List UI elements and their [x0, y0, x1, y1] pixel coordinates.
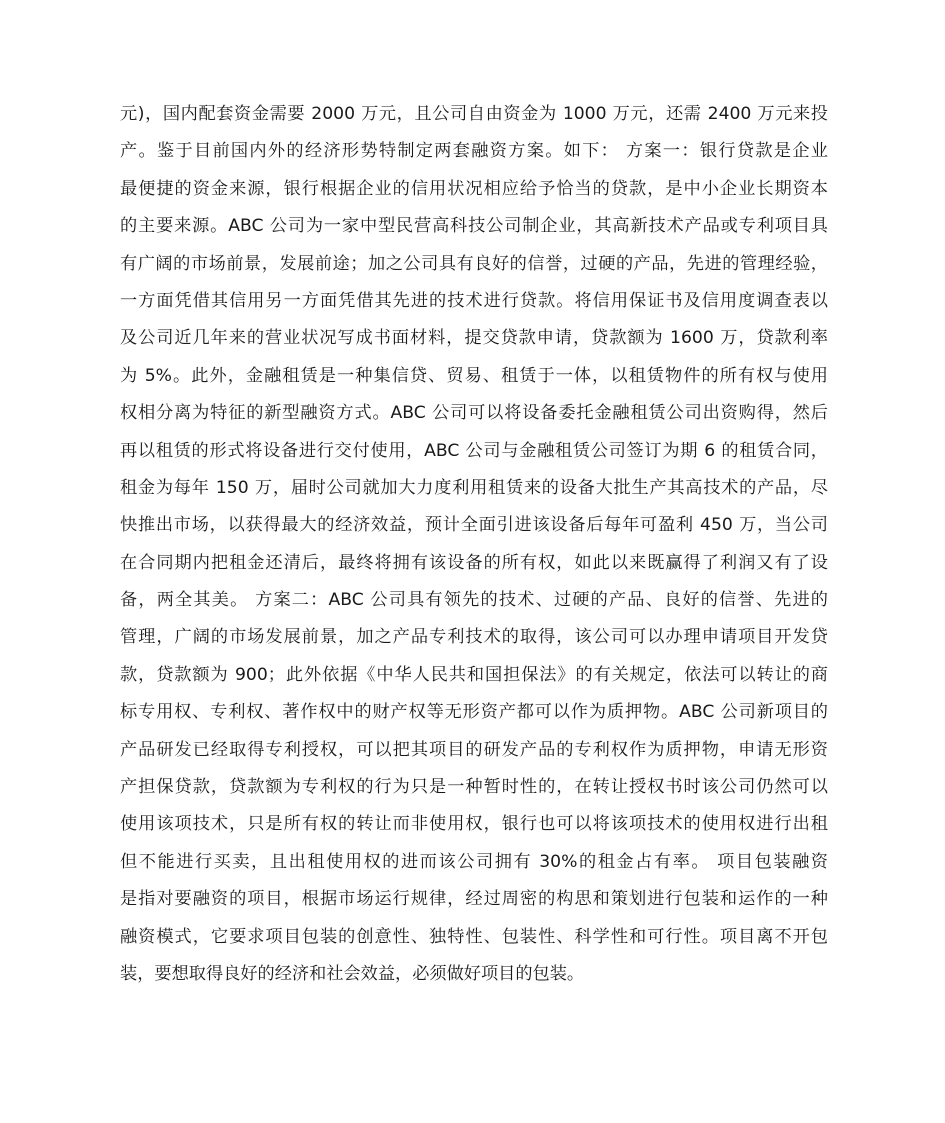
text-line: 使用该项技术，只是所有权的转让而非使用权，银行也可以将该项技术的使用权进行出租	[120, 814, 828, 835]
text-line: 款，贷款额为 900；此外依据《中华人民共和国担保法》的有关规定，依法可以转让的商	[120, 664, 828, 685]
text-line: 产担保贷款，贷款额为专利权的行为只是一种暂时性的，在转让授权书时该公司仍然可以	[120, 777, 828, 798]
text-line: 备，两全其美。 方案二：ABC 公司具有领先的技术、过硬的产品、良好的信誉、先进的	[120, 590, 828, 611]
text-line: 产品研发已经取得专利授权，可以把其项目的研发产品的专利权作为质押物，申请无形资	[120, 739, 828, 760]
text-line: 快推出市场，以获得最大的经济效益，预计全面引进该设备后每年可盈利 450 万，当公司	[120, 515, 828, 536]
text-line: 标专用权、专利权、著作权中的财产权等无形资产都可以作为质押物。ABC 公司新项目的	[120, 702, 828, 723]
body-text	[120, 96, 828, 993]
text-line: 有广阔的市场前景，发展前途；加之公司具有良好的信誉，过硬的产品，先进的管理经验，	[120, 253, 828, 274]
text-line: 一方面凭借其信用另一方面凭借其先进的技术进行贷款。将信用保证书及信用度调查表以	[120, 290, 828, 311]
text-line: 在合同期内把租金还清后，最终将拥有该设备的所有权，如此以来既赢得了利润又有了设	[120, 552, 828, 573]
text-line: 权相分离为特征的新型融资方式。ABC 公司可以将设备委托金融租赁公司出资购得，然后	[120, 403, 828, 424]
text-line: 再以租赁的形式将设备进行交付使用，ABC 公司与金融租赁公司签订为期 6 的租赁合同，	[120, 440, 828, 461]
text-line: 的主要来源。ABC 公司为一家中型民营高科技公司制企业，其高新技术产品或专利项目具	[120, 216, 828, 237]
text-line: 产。鉴于目前国内外的经济形势特制定两套融资方案。如下： 方案一：银行贷款是企业	[120, 141, 828, 162]
text-line: 元)，国内配套资金需要 2000 万元，且公司自由资金为 1000 万元，还需 2400 万元来投	[120, 104, 828, 124]
text-line: 但不能进行买卖，且出租使用权的进而该公司拥有 30%的租金占有率。 项目包装融资	[120, 851, 828, 872]
text-line: 租金为每年 150 万，届时公司就加大力度利用租赁来的设备大批生产其高技术的产品，尽	[120, 477, 828, 498]
text-line: 及公司近几年来的营业状况写成书面材料，提交贷款申请，贷款额为 1600 万，贷款利率	[120, 328, 828, 349]
text-line: 管理，广阔的市场发展前景，加之产品专利技术的取得，该公司可以办理申请项目开发贷	[120, 627, 828, 648]
text-line: 融资模式，它要求项目包装的创意性、独特性、包装性、科学性和可行性。项目离不开包	[120, 926, 828, 947]
text-line: 最便捷的资金来源，银行根据企业的信用状况相应给予恰当的贷款，是中小企业长期资本	[120, 178, 828, 199]
text-line: 是指对要融资的项目，根据市场运行规律，经过周密的构思和策划进行包装和运作的一种	[120, 889, 828, 910]
text-line: 装，要想取得良好的经济和社会效益，必须做好项目的包装。	[120, 963, 585, 984]
text-line: 为 5%。此外，金融租赁是一种集信贷、贸易、租赁于一体，以租赁物件的所有权与使用	[120, 365, 828, 386]
